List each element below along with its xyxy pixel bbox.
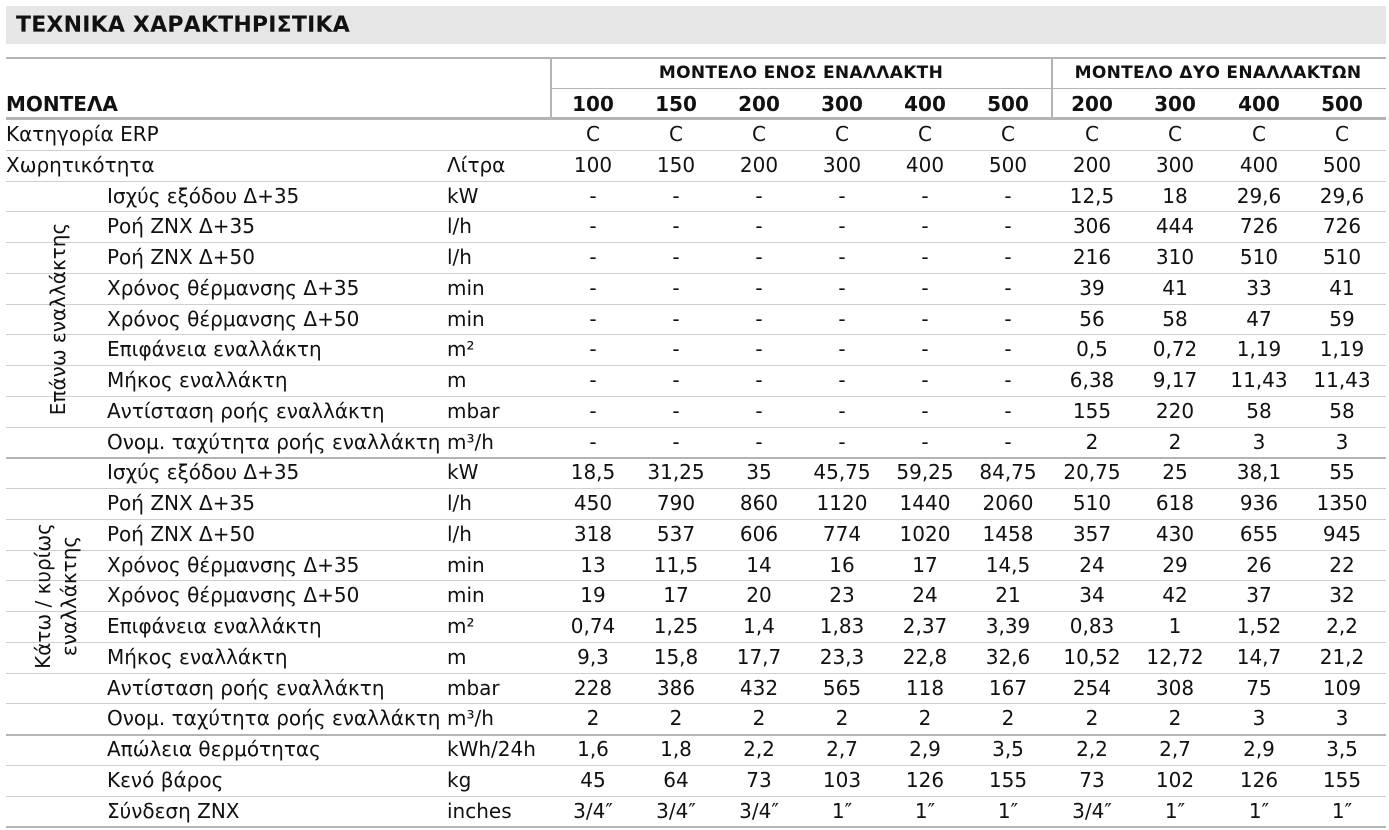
row-label: Αντίσταση ροής εναλλάκτη (107, 675, 385, 700)
row-label: Ροή ZNX Δ+50 (107, 245, 255, 269)
table-cell: 17,7 (736, 644, 782, 669)
table-cell: 29,6 (1236, 183, 1282, 208)
row-unit: min (447, 306, 485, 331)
table-cell: 537 (656, 521, 696, 546)
table-cell: 37 (1246, 583, 1272, 608)
table-cell: 56 (1079, 306, 1105, 331)
table-cell: 34 (1079, 583, 1105, 608)
table-cell: 18,5 (570, 460, 616, 485)
table-cell: 155 (1322, 767, 1362, 792)
table-cell: - (589, 368, 597, 392)
table-cell: - (589, 183, 597, 208)
table-cell: 9,3 (577, 644, 609, 669)
table-cell: 1350 (1316, 491, 1368, 515)
table-cell: - (589, 214, 597, 239)
table-cell: 1,19 (1236, 337, 1282, 362)
table-cell: 2 (835, 706, 849, 731)
model-header: 500 (987, 92, 1029, 116)
table-cell: 59,25 (896, 460, 954, 485)
table-cell: 35 (746, 460, 772, 485)
table-cell: 73 (1079, 767, 1105, 792)
table-cell: - (1004, 337, 1012, 362)
row-label: Ροή ZNX Δ+35 (107, 491, 255, 515)
table-cell: - (589, 275, 597, 300)
row-divider (6, 826, 1386, 828)
row-label: Ισχύς εξόδου Δ+35 (107, 183, 300, 208)
table-cell: - (672, 245, 680, 269)
table-cell: - (589, 429, 597, 454)
table-cell: - (838, 214, 846, 239)
table-cell: 3,5 (992, 737, 1024, 761)
row-unit: m² (447, 337, 475, 362)
table-cell: 774 (822, 521, 862, 546)
table-cell: - (755, 368, 763, 392)
table-cell: 450 (573, 491, 613, 515)
row-unit: kg (447, 767, 472, 792)
table-cell: 3/4″ (1072, 798, 1112, 823)
table-cell: - (838, 398, 846, 423)
table-cell: 1″ (997, 798, 1019, 823)
table-cell: 29 (1162, 552, 1188, 577)
table-cell: 45 (580, 767, 606, 792)
row-unit: m² (447, 614, 475, 638)
table-cell: 11,5 (653, 552, 699, 577)
table-cell: - (755, 245, 763, 269)
table-cell: 38,1 (1236, 460, 1282, 485)
table-cell: 14 (746, 552, 772, 577)
models-label: ΜΟΝΤΕΛΑ (6, 92, 118, 116)
row-unit: mbar (447, 398, 500, 423)
table-cell: 2 (1085, 706, 1099, 731)
row-label: Απώλεια θερμότητας (107, 737, 321, 761)
row-unit: m (447, 368, 467, 392)
row-label: Μήκος εναλλάκτη (107, 644, 288, 669)
table-cell: 1″ (1164, 798, 1186, 823)
table-cell: 936 (1239, 491, 1279, 515)
table-cell: 2,9 (1243, 737, 1275, 761)
row-label: Αντίσταση ροής εναλλάκτη (107, 398, 385, 423)
row-unit: l/h (447, 521, 472, 546)
table-cell: C (669, 122, 683, 146)
table-cell: 300 (1155, 152, 1195, 177)
table-cell: 103 (822, 767, 862, 792)
table-cell: 200 (739, 152, 779, 177)
table-cell: 308 (1155, 675, 1195, 700)
table-cell: - (1004, 398, 1012, 423)
table-cell: 3/4″ (573, 798, 613, 823)
table-cell: 400 (1239, 152, 1279, 177)
row-label: Ονομ. ταχύτητα ροής εναλλάκτη (107, 429, 441, 454)
table-cell: 2 (1168, 429, 1182, 454)
table-cell: 3 (1252, 429, 1266, 454)
row-unit: mbar (447, 675, 500, 700)
table-cell: - (1004, 368, 1012, 392)
table-cell: - (672, 429, 680, 454)
table-cell: 1,52 (1236, 614, 1282, 638)
model-header: 500 (1321, 92, 1363, 116)
table-cell: 58 (1246, 398, 1272, 423)
table-cell: 20 (746, 583, 772, 608)
table-cell: 45,75 (813, 460, 871, 485)
table-cell: - (755, 429, 763, 454)
model-header: 200 (738, 92, 780, 116)
table-cell: 64 (663, 767, 689, 792)
row-label: Επιφάνεια εναλλάκτη (107, 337, 322, 362)
table-cell: 150 (656, 152, 696, 177)
table-cell: 33 (1246, 275, 1272, 300)
row-unit: min (447, 583, 485, 608)
model-header: 400 (1238, 92, 1280, 116)
table-cell: 23,3 (819, 644, 865, 669)
table-cell: 25 (1162, 460, 1188, 485)
table-cell: 1120 (816, 491, 868, 515)
table-cell: 400 (905, 152, 945, 177)
section-label-lower-line1: Κάτω / κυρίως (31, 522, 55, 669)
table-cell: 41 (1162, 275, 1188, 300)
table-cell: 32,6 (985, 644, 1031, 669)
row-unit: l/h (447, 245, 472, 269)
table-cell: - (755, 306, 763, 331)
table-cell: 100 (573, 152, 613, 177)
table-cell: 310 (1155, 245, 1195, 269)
table-cell: 228 (573, 675, 613, 700)
table-cell: - (921, 429, 929, 454)
table-cell: 3,5 (1326, 737, 1358, 761)
table-cell: C (918, 122, 932, 146)
table-cell: 2060 (982, 491, 1034, 515)
row-unit: kW (447, 183, 479, 208)
table-cell: - (672, 214, 680, 239)
row-label: Χρόνος θέρμανσης Δ+35 (107, 275, 360, 300)
table-cell: - (589, 245, 597, 269)
table-cell: 11,43 (1230, 368, 1288, 392)
table-cell: C (1168, 122, 1182, 146)
row-label: Σύνδεση ZNX (107, 798, 240, 823)
table-cell: 1,25 (653, 614, 699, 638)
table-cell: 432 (739, 675, 779, 700)
table-cell: - (921, 306, 929, 331)
table-cell: - (838, 183, 846, 208)
row-label: Κενό βάρος (107, 767, 224, 792)
table-cell: - (755, 183, 763, 208)
table-cell: C (586, 122, 600, 146)
row-unit: m³/h (447, 429, 494, 454)
table-cell: 1″ (1248, 798, 1270, 823)
table-cell: 73 (746, 767, 772, 792)
model-header: 300 (1154, 92, 1196, 116)
table-cell: 254 (1072, 675, 1112, 700)
table-cell: - (589, 337, 597, 362)
table-cell: - (672, 275, 680, 300)
table-cell: 2 (1168, 706, 1182, 731)
table-cell: 58 (1329, 398, 1355, 423)
table-cell: C (835, 122, 849, 146)
table-cell: 3,39 (985, 614, 1031, 638)
table-cell: 430 (1155, 521, 1195, 546)
row-unit: min (447, 275, 485, 300)
table-cell: - (672, 398, 680, 423)
table-cell: - (921, 337, 929, 362)
table-cell: 1,6 (577, 737, 609, 761)
table-cell: 10,52 (1063, 644, 1121, 669)
table-cell: 31,25 (647, 460, 705, 485)
table-cell: 200 (1072, 152, 1112, 177)
table-cell: 510 (1239, 245, 1279, 269)
table-cell: 2,9 (909, 737, 941, 761)
table-cell: - (672, 337, 680, 362)
table-cell: - (921, 245, 929, 269)
table-cell: - (838, 368, 846, 392)
table-cell: - (921, 214, 929, 239)
table-cell: 0,74 (570, 614, 616, 638)
table-cell: 41 (1329, 275, 1355, 300)
table-cell: 102 (1155, 767, 1195, 792)
table-cell: 39 (1079, 275, 1105, 300)
table-cell: 15,8 (653, 644, 699, 669)
table-cell: 11,43 (1313, 368, 1371, 392)
table-cell: 216 (1072, 245, 1112, 269)
column-divider (1051, 57, 1053, 119)
table-cell: 42 (1162, 583, 1188, 608)
table-cell: 444 (1155, 214, 1195, 239)
table-cell: 126 (905, 767, 945, 792)
row-label: Ροή ZNX Δ+50 (107, 521, 255, 546)
row-label: Χρόνος θέρμανσης Δ+35 (107, 552, 360, 577)
table-cell: 26 (1246, 552, 1272, 577)
table-cell: 3/4″ (739, 798, 779, 823)
table-cell: - (838, 429, 846, 454)
section-title-bar (6, 6, 1386, 44)
table-cell: 55 (1329, 460, 1355, 485)
table-cell: - (1004, 183, 1012, 208)
table-cell: 58 (1162, 306, 1188, 331)
table-cell: C (1085, 122, 1099, 146)
table-cell: 2 (918, 706, 932, 731)
model-header: 200 (1071, 92, 1113, 116)
table-cell: - (1004, 429, 1012, 454)
table-cell: 318 (573, 521, 613, 546)
table-cell: - (921, 275, 929, 300)
table-cell: 75 (1246, 675, 1272, 700)
table-cell: 1″ (831, 798, 853, 823)
table-cell: - (921, 183, 929, 208)
table-cell: 0,72 (1152, 337, 1198, 362)
table-cell: C (1335, 122, 1349, 146)
table-cell: 155 (1072, 398, 1112, 423)
table-cell: 306 (1072, 214, 1112, 239)
table-cell: 12,72 (1146, 644, 1204, 669)
table-cell: 1,8 (660, 737, 692, 761)
table-cell: 1,83 (819, 614, 865, 638)
model-header: 300 (821, 92, 863, 116)
table-cell: 0,83 (1069, 614, 1115, 638)
column-divider (550, 57, 552, 119)
table-cell: 9,17 (1152, 368, 1198, 392)
row-label: Κατηγορία ERP (6, 122, 159, 146)
section-label-upper-exchanger: Επάνω εναλλάκτης (46, 222, 70, 416)
table-cell: 2,37 (902, 614, 948, 638)
table-cell: C (752, 122, 766, 146)
table-cell: 1″ (1331, 798, 1353, 823)
table-cell: 3 (1252, 706, 1266, 731)
table-cell: - (755, 275, 763, 300)
table-cell: 24 (912, 583, 938, 608)
table-cell: 17 (912, 552, 938, 577)
group-header-double-exchanger: ΜΟΝΤΕΛΟ ΔΥΟ ΕΝΑΛΛΑΚΤΩΝ (1074, 63, 1362, 83)
table-cell: 2,2 (743, 737, 775, 761)
table-cell: 2 (1001, 706, 1015, 731)
table-cell: 2 (1085, 429, 1099, 454)
table-cell: 606 (739, 521, 779, 546)
table-cell: 386 (656, 675, 696, 700)
table-cell: - (921, 368, 929, 392)
table-cell: 2,7 (1159, 737, 1191, 761)
table-cell: 23 (829, 583, 855, 608)
table-cell: 24 (1079, 552, 1105, 577)
table-cell: - (838, 306, 846, 331)
table-cell: 47 (1246, 306, 1272, 331)
table-cell: 500 (1322, 152, 1362, 177)
table-cell: - (838, 275, 846, 300)
table-cell: 1″ (914, 798, 936, 823)
table-cell: 510 (1072, 491, 1112, 515)
row-unit: kW (447, 460, 479, 485)
table-cell: 300 (822, 152, 862, 177)
table-cell: 2 (752, 706, 766, 731)
table-cell: 155 (988, 767, 1028, 792)
row-unit: min (447, 552, 485, 577)
table-cell: - (672, 183, 680, 208)
table-cell: - (1004, 245, 1012, 269)
table-cell: 510 (1322, 245, 1362, 269)
row-label: Επιφάνεια εναλλάκτη (107, 614, 322, 638)
table-cell: 6,38 (1069, 368, 1115, 392)
table-cell: 790 (656, 491, 696, 515)
table-cell: - (755, 398, 763, 423)
table-cell: - (672, 306, 680, 331)
row-label: Ονομ. ταχύτητα ροής εναλλάκτη (107, 706, 441, 731)
row-label: Μήκος εναλλάκτη (107, 368, 288, 392)
table-cell: 618 (1155, 491, 1195, 515)
table-cell: 565 (822, 675, 862, 700)
table-cell: 109 (1322, 675, 1362, 700)
table-cell: 1,19 (1319, 337, 1365, 362)
table-cell: 84,75 (979, 460, 1037, 485)
table-cell: 726 (1322, 214, 1362, 239)
table-cell: 21,2 (1319, 644, 1365, 669)
row-unit: inches (447, 798, 512, 823)
table-cell: 860 (739, 491, 779, 515)
table-cell: 2,2 (1076, 737, 1108, 761)
table-cell: 2,2 (1326, 614, 1358, 638)
table-cell: 22 (1329, 552, 1355, 577)
section-label-lower-line2: εναλλάκτης (57, 535, 81, 656)
table-cell: - (1004, 275, 1012, 300)
table-cell: C (1252, 122, 1266, 146)
table-cell: 167 (988, 675, 1028, 700)
table-cell: - (1004, 214, 1012, 239)
table-cell: 945 (1322, 521, 1362, 546)
table-cell: 126 (1239, 767, 1279, 792)
row-unit: m³/h (447, 706, 494, 731)
table-cell: 32 (1329, 583, 1355, 608)
table-cell: 3/4″ (656, 798, 696, 823)
table-cell: 14,7 (1236, 644, 1282, 669)
group-header-single-exchanger: ΜΟΝΤΕΛΟ ΕΝΟΣ ΕΝΑΛΛΑΚΤΗ (658, 63, 944, 83)
row-label: Χρόνος θέρμανσης Δ+50 (107, 306, 360, 331)
row-label: Χρόνος θέρμανσης Δ+50 (107, 583, 360, 608)
table-cell: 1440 (899, 491, 951, 515)
table-cell: - (1004, 306, 1012, 331)
row-unit: kWh/24h (447, 737, 536, 761)
table-cell: 20,75 (1063, 460, 1121, 485)
table-cell: 17 (663, 583, 689, 608)
table-cell: 2 (669, 706, 683, 731)
table-cell: 1 (1168, 614, 1182, 638)
table-cell: 500 (988, 152, 1028, 177)
table-cell: 59 (1329, 306, 1355, 331)
table-cell: 0,5 (1076, 337, 1108, 362)
section-label-lower-exchanger (30, 523, 82, 669)
table-cell: 19 (580, 583, 606, 608)
table-cell: 13 (580, 552, 606, 577)
table-cell: 12,5 (1069, 183, 1115, 208)
table-cell: 726 (1239, 214, 1279, 239)
table-cell: 3 (1335, 706, 1349, 731)
table-cell: 29,6 (1319, 183, 1365, 208)
section-title: ΤΕΧΝΙΚΑ ΧΑΡΑΚΤΗΡΙΣΤΙΚΑ (16, 13, 350, 38)
table-cell: 655 (1239, 521, 1279, 546)
table-cell: 16 (829, 552, 855, 577)
row-unit: l/h (447, 214, 472, 239)
table-cell: 1,4 (743, 614, 775, 638)
table-cell: 1020 (899, 521, 951, 546)
model-header: 100 (572, 92, 614, 116)
table-cell: 14,5 (985, 552, 1031, 577)
row-label: Ροή ZNX Δ+35 (107, 214, 255, 239)
table-cell: 2 (586, 706, 600, 731)
table-cell: 3 (1335, 429, 1349, 454)
model-header: 150 (655, 92, 697, 116)
table-cell: - (589, 306, 597, 331)
model-header: 400 (904, 92, 946, 116)
table-cell: 21 (995, 583, 1021, 608)
table-cell: 18 (1162, 183, 1188, 208)
row-label: Ισχύς εξόδου Δ+35 (107, 460, 300, 485)
row-unit: Λίτρα (447, 152, 506, 177)
table-cell: - (838, 337, 846, 362)
table-cell: - (921, 398, 929, 423)
table-cell: - (589, 398, 597, 423)
table-cell: 357 (1072, 521, 1112, 546)
table-cell: 220 (1155, 398, 1195, 423)
table-cell: 1458 (982, 521, 1034, 546)
row-unit: l/h (447, 491, 472, 515)
row-label: Χωρητικότητα (6, 152, 155, 177)
table-cell: - (755, 214, 763, 239)
row-unit: m (447, 644, 467, 669)
table-cell: 2,7 (826, 737, 858, 761)
table-cell: - (838, 245, 846, 269)
table-cell: C (1001, 122, 1015, 146)
table-cell: 22,8 (902, 644, 948, 669)
table-cell: - (755, 337, 763, 362)
table-cell: 118 (905, 675, 945, 700)
table-cell: - (672, 368, 680, 392)
